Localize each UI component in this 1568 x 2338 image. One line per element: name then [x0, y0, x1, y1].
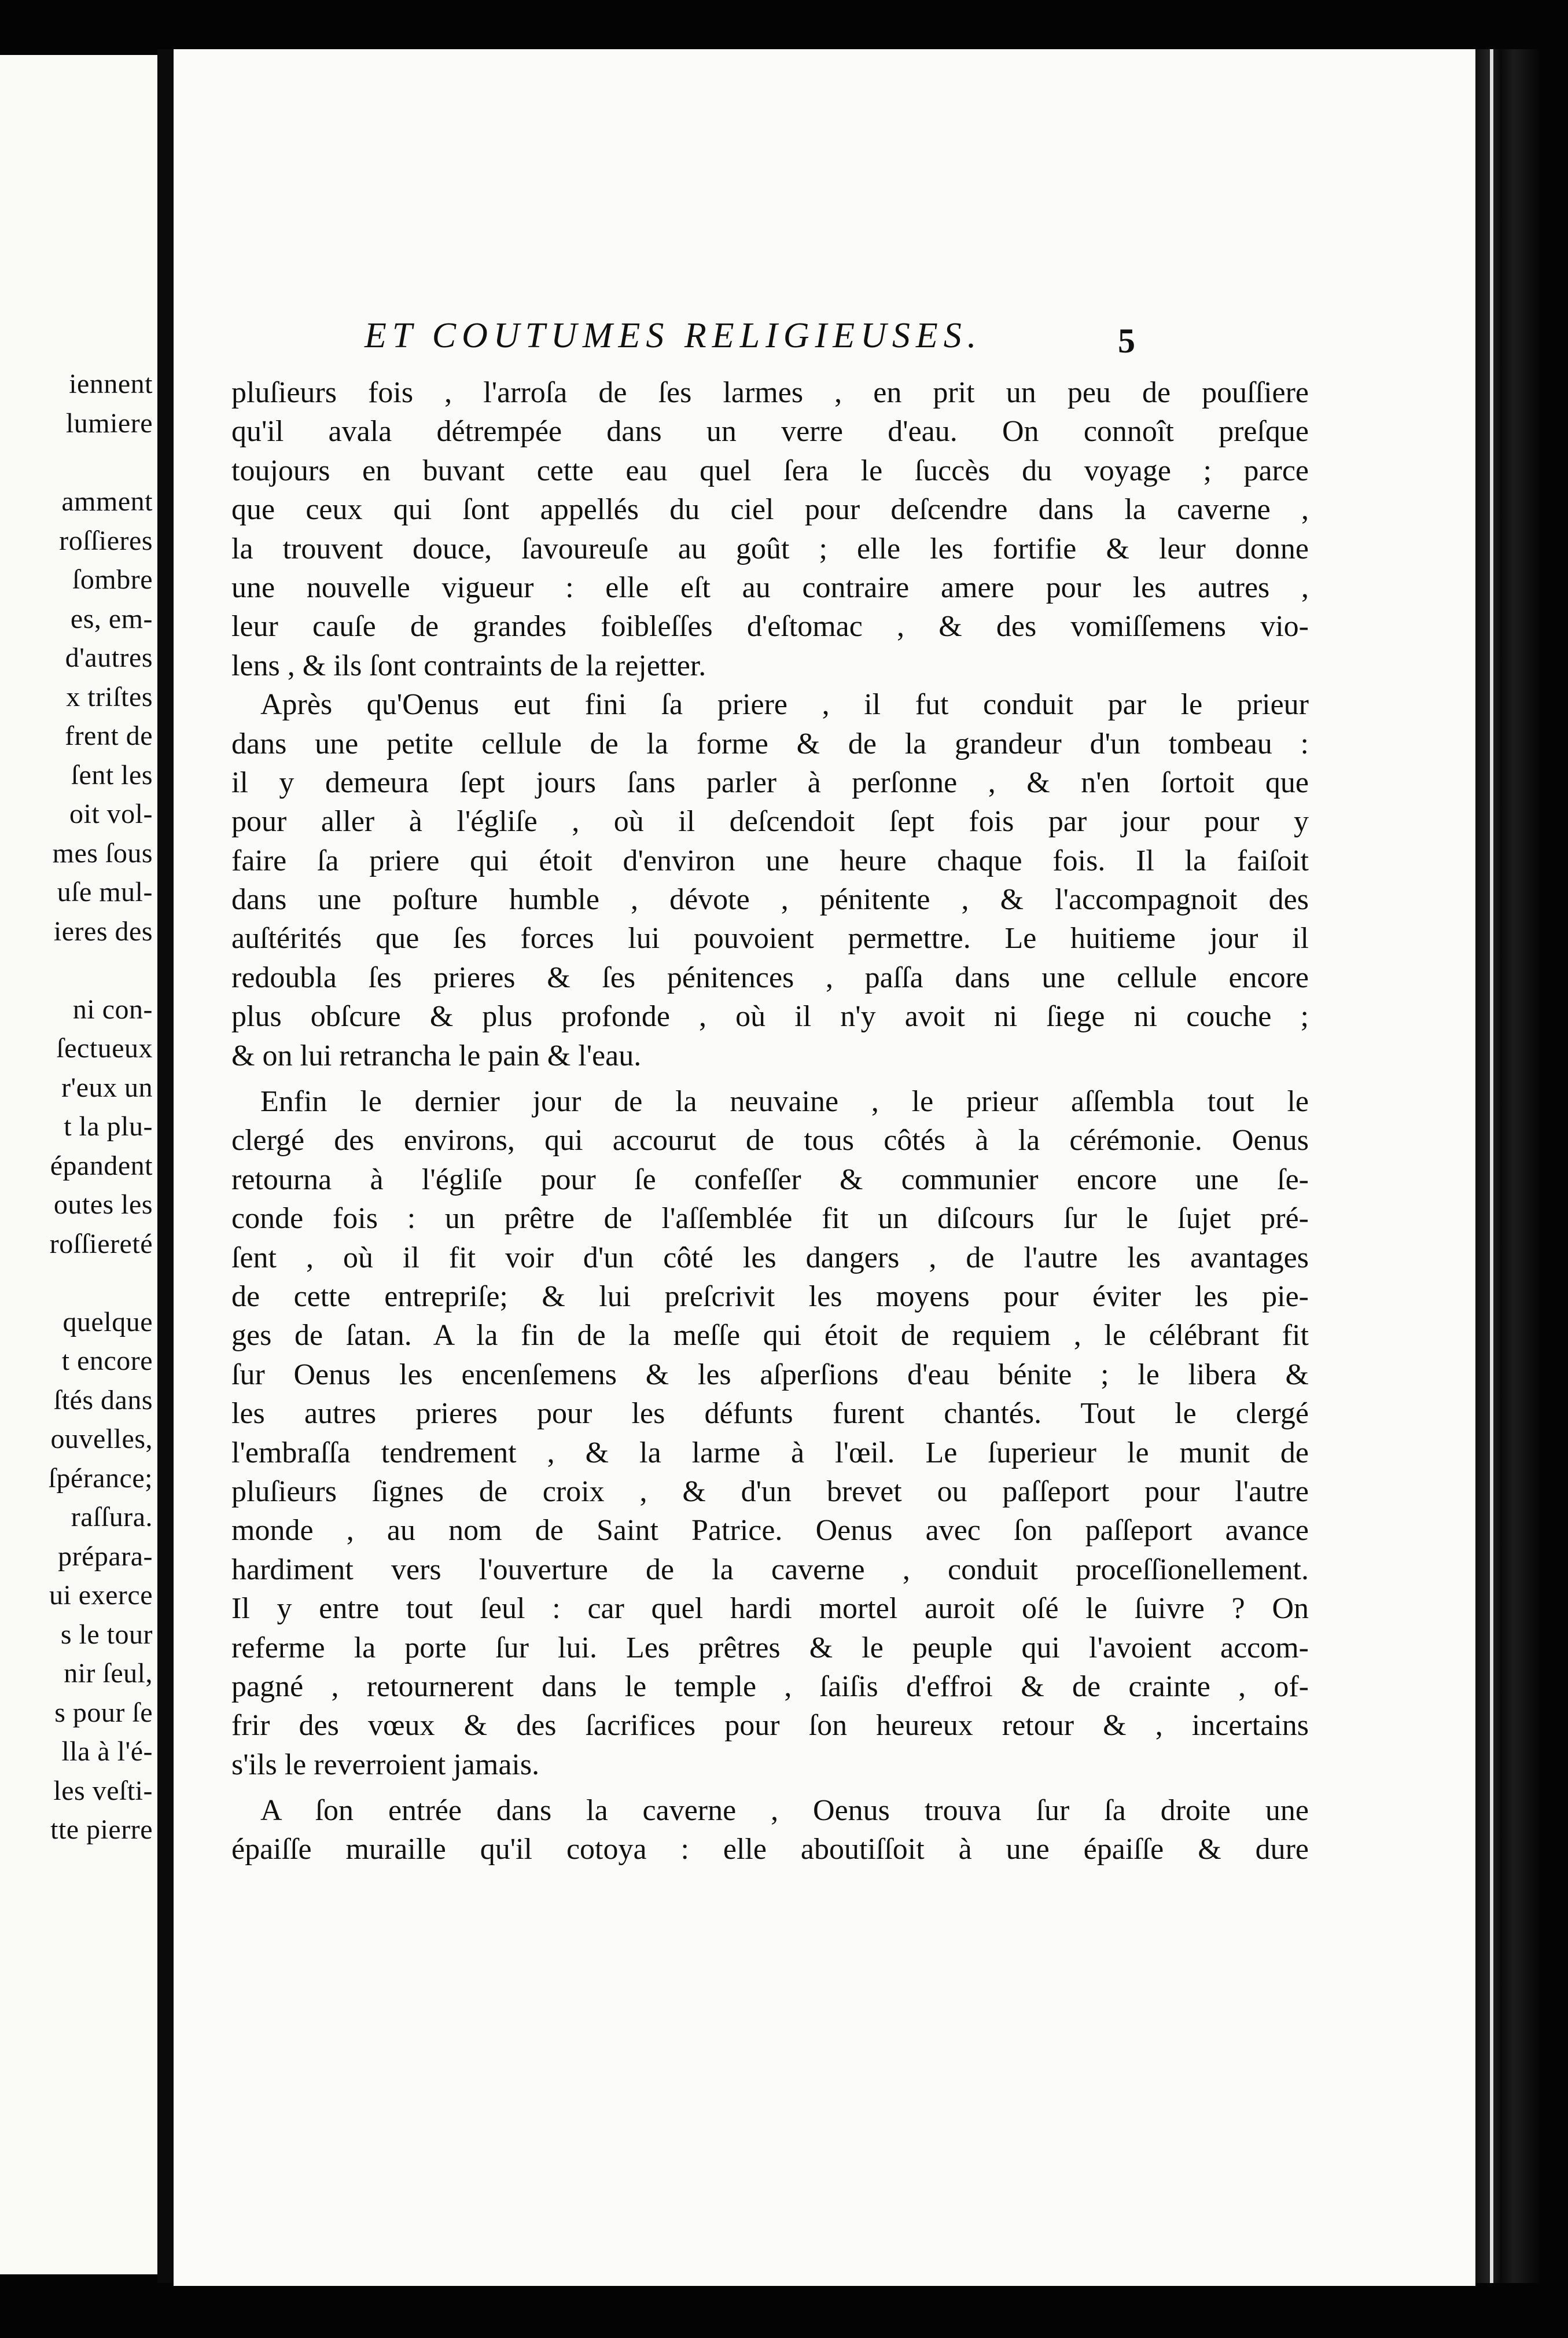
facing-page-line: lla à l'é- — [61, 1736, 153, 1767]
text-line: les autres prieres pour les défunts furent chantés. Tout le clergé — [231, 1397, 1309, 1431]
text-line: redoubla ſes prieres & ſes pénitences , paſſa dans une cellule encore — [231, 961, 1309, 994]
paragraph-1 — [231, 373, 1309, 685]
facing-page-line: d'autres — [65, 642, 153, 673]
text-line: la trouvent douce, ſavoureuſe au goût ; elle les fortifie & leur donne — [231, 532, 1309, 565]
text-line: qu'il avala détrempée dans un verre d'eau. On connoît preſque — [231, 415, 1309, 449]
text-line: l'embraſſa tendrement , & la larme à l'œil. Le ſuperieur le munit de — [231, 1436, 1309, 1469]
facing-page-line: oit vol- — [69, 799, 153, 829]
facing-page-line: lumiere — [65, 408, 153, 439]
text-line: ſur Oenus les encenſemens & les aſperſions d'eau bénite ; le libera & — [231, 1358, 1309, 1391]
paragraph-4 — [231, 1791, 1309, 1869]
book-gutter — [157, 49, 174, 2283]
text-line: s'ils le reverroient jamais. — [231, 1748, 540, 1781]
page-edge-stack — [1475, 49, 1539, 2283]
facing-page-line: épandent — [50, 1150, 153, 1181]
facing-page-line: raſſura. — [71, 1502, 153, 1532]
facing-page-line: ſpérance; — [48, 1463, 153, 1494]
facing-page-line: ouvelles, — [50, 1424, 153, 1454]
facing-page-line: r'eux un — [61, 1072, 153, 1103]
text-line: pagné , retournerent dans le temple , ſaiſis d'effroi & de crainte , of- — [231, 1670, 1309, 1703]
text-line: ges de ſatan. A la fin de la meſſe qui étoit de requiem , le célébrant fit — [231, 1319, 1309, 1352]
text-line: referme la porte ſur lui. Les prêtres & le peuple qui l'avoient accom- — [231, 1631, 1309, 1664]
text-line: conde fois : un prêtre de l'aſſemblée fit un diſcours ſur le ſujet pré- — [231, 1202, 1309, 1236]
page-edge-line — [1490, 49, 1493, 2283]
text-line: leur cauſe de grandes foibleſſes d'eſtomac , & des vomiſſemens vio- — [231, 610, 1309, 644]
text-line: auſtérités que ſes forces lui pouvoient permettre. Le huitieme jour il — [231, 922, 1309, 955]
facing-page-fragment — [0, 55, 157, 2274]
text-line: dans une poſture humble , dévote , pénitente , & l'accompagnoit des — [231, 883, 1309, 917]
paragraph-gap — [231, 1075, 1309, 1082]
facing-page-line: s pour ſe — [54, 1697, 153, 1728]
facing-page-line: t encore — [61, 1346, 153, 1376]
text-line: il y demeura ſept jours ſans parler à perſonne , & n'en ſortoit que — [231, 766, 1309, 799]
facing-page-line: frent de — [65, 720, 153, 751]
text-line: plus obſcure & plus profonde , où il n'y avoit ni ſiege ni couche ; — [231, 1000, 1309, 1034]
text-line: clergé des environs, qui accourut de tous côtés à la cérémonie. Oenus — [231, 1124, 1309, 1157]
facing-page-line: t la plu- — [64, 1111, 153, 1142]
facing-page-line: mes ſous — [52, 838, 153, 869]
facing-page-line: es, em- — [70, 604, 153, 634]
text-line: retourna à l'égliſe pour ſe confeſſer & communier encore une ſe- — [231, 1163, 1309, 1196]
text-line: faire ſa priere qui étoit d'environ une heure chaque fois. Il la faiſoit — [231, 844, 1309, 877]
text-line: que ceux qui ſont appellés du ciel pour deſcendre dans la caverne , — [231, 493, 1309, 527]
facing-page-line: ſombre — [72, 564, 153, 595]
text-line: lens , & ils ſont contraints de la rejetter. — [231, 649, 706, 682]
book-page — [174, 49, 1475, 2286]
text-line: ſent , où il fit voir d'un côté les dangers , de l'autre les avantages — [231, 1241, 1309, 1274]
text-line: dans une petite cellule de la forme & de la grandeur d'un tombeau : — [231, 727, 1309, 760]
facing-page-line: ſectueux — [56, 1033, 153, 1064]
facing-page-line: roſſieres — [59, 525, 153, 556]
facing-page-line: x triſtes — [66, 682, 153, 712]
facing-page-line: tte pierre — [50, 1814, 153, 1845]
text-line: Il y entre tout ſeul : car quel hardi mortel auroit oſé le ſuivre ? On — [231, 1592, 1309, 1626]
facing-page-line: amment — [61, 486, 153, 517]
text-line: de cette entrepriſe; & lui preſcrivit les moyens pour éviter les pie- — [231, 1280, 1309, 1313]
page-number: 5 — [1118, 322, 1135, 360]
running-head: ET COUTUMES RELIGIEUSES. — [365, 316, 982, 355]
facing-page-line: quelque — [62, 1307, 153, 1337]
facing-page-line: ui exerce — [49, 1580, 153, 1611]
text-line: Après qu'Oenus eut fini ſa priere , il fut conduit par le prieur — [260, 688, 1309, 722]
facing-page-line: iennent — [69, 369, 153, 399]
text-line: frir des vœux & des ſacrifices pour ſon heureux retour & , incertains — [231, 1709, 1309, 1743]
body-text — [231, 373, 1309, 1869]
facing-page-line: outes les — [53, 1189, 153, 1220]
text-line: pour aller à l'égliſe , où il deſcendoit ſept fois par jour pour y — [231, 805, 1309, 839]
text-line: & on lui retrancha le pain & l'eau. — [231, 1039, 642, 1072]
facing-page-line: prépara- — [58, 1541, 153, 1572]
paragraph-2 — [231, 685, 1309, 1075]
facing-page-line: roſſiereté — [49, 1229, 153, 1259]
paragraph-gap — [231, 1784, 1309, 1791]
facing-page-line: ieres des — [53, 916, 153, 947]
text-line: une nouvelle vigueur : elle eſt au contraire amere pour les autres , — [231, 571, 1309, 604]
text-line: toujours en buvant cette eau quel ſera le ſuccès du voyage ; parce — [231, 454, 1309, 487]
text-line: hardiment vers l'ouverture de la caverne , conduit proceſſionellement. — [231, 1553, 1309, 1586]
facing-page-line: les veſti- — [53, 1775, 153, 1806]
text-line: A ſon entrée dans la caverne , Oenus trouva ſur ſa droite une — [260, 1794, 1309, 1828]
text-line: pluſieurs ſignes de croix , & d'un brevet ou paſſeport pour l'autre — [231, 1475, 1309, 1508]
facing-page-line: uſe mul- — [57, 877, 153, 907]
facing-page-line: ſent les — [71, 760, 153, 791]
text-line: Enfin le dernier jour de la neuvaine , le prieur aſſembla tout le — [260, 1085, 1309, 1119]
text-line: épaiſſe muraille qu'il cotoya : elle aboutiſſoit à une épaiſſe & dure — [231, 1833, 1309, 1866]
text-line: pluſieurs fois , l'arroſa de ſes larmes , en prit un peu de pouſſiere — [231, 376, 1309, 409]
facing-page-line: ni con- — [72, 994, 153, 1025]
facing-page-line: s le tour — [60, 1619, 153, 1650]
paragraph-3 — [231, 1082, 1309, 1784]
text-line: monde , au nom de Saint Patrice. Oenus avec ſon paſſeport avance — [231, 1514, 1309, 1547]
facing-page-line: ſtés dans — [53, 1385, 153, 1416]
facing-page-line: nir ſeul, — [64, 1658, 153, 1689]
